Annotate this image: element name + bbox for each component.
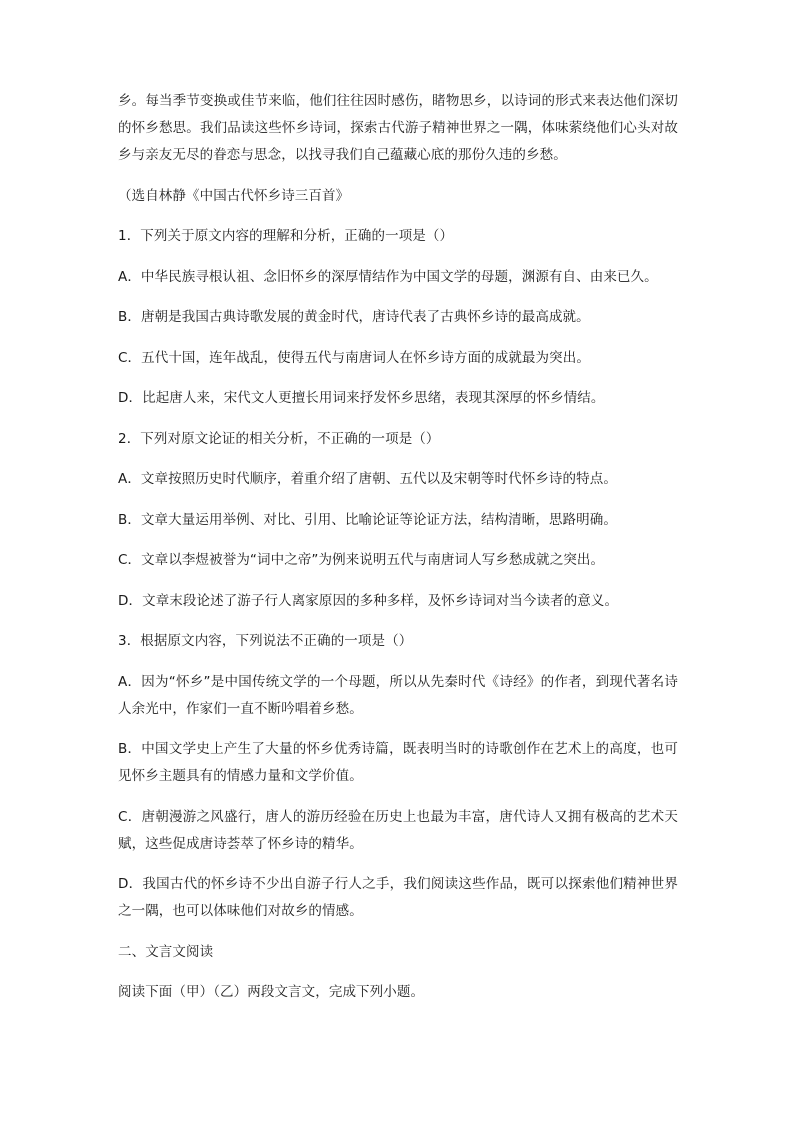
option-a: A．中华民族寻根认祖、念旧怀乡的深厚情结作为中国文学的母题，渊源有自、由来已久。 bbox=[118, 268, 658, 285]
question-stem: 2．下列对原文论证的相关分析，不正确的一项是（） bbox=[118, 430, 440, 447]
option-b: B．唐朝是我国古典诗歌发展的黄金时代，唐诗代表了古典怀乡诗的最高成就。 bbox=[118, 309, 590, 325]
option-a: A．因为“怀乡”是中国传统文学的一个母题，所以从先秦时代《诗经》的作者，到现代著名诗人余光中，作家们一直不断吟唱着乡愁。 bbox=[118, 673, 678, 717]
option-a: A．文章按照历史时代顺序，着重介绍了唐朝、五代以及宋朝等时代怀乡诗的特点。 bbox=[118, 471, 617, 487]
intro-paragraph: 乡。每当季节变换或佳节来临，他们往往因时感伤，睹物思乡，以诗词的形式来表达他们深切的怀乡愁思。我们品读这些怀乡诗词，探索古代游子精神世界之一隅，体味萦绕他们心头对故乡与亲友无尽的眷恋与思念，以找寻我们自己蕴藏心底的那份久违的乡愁。 bbox=[118, 93, 678, 163]
option-d: D．我国古代的怀乡诗不少出自游子行人之手，我们阅读这些作品，既可以探索他们精神世界之一隅，也可以体味他们对故乡的情感。 bbox=[118, 876, 678, 919]
option-c: C．五代十国，连年战乱，使得五代与南唐词人在怀乡诗方面的成就最为突出。 bbox=[118, 349, 590, 366]
option-b: B．文章大量运用举例、对比、引用、比喻论证等论证方法，结构清晰，思路明确。 bbox=[118, 511, 617, 528]
question-stem: 3．根据原文内容，下列说法不正确的一项是（） bbox=[118, 633, 413, 649]
section-heading: 二、文言文阅读 bbox=[118, 943, 214, 960]
option-d: D．文章末段论述了游子行人离家原因的多种多样，及怀乡诗词对当今读者的意义。 bbox=[118, 592, 619, 609]
option-d: D．比起唐人来，宋代文人更擅长用词来抒发怀乡思绪，表现其深厚的怀乡情结。 bbox=[118, 390, 605, 406]
question-2 bbox=[118, 426, 678, 615]
question-stem: 1．下列关于原文内容的理解和分析，正确的一项是（） bbox=[118, 228, 454, 244]
question-1 bbox=[118, 223, 678, 412]
option-c: C．唐朝漫游之风盛行，唐人的游历经验在历史上也最为丰富，唐代诗人又拥有极高的艺术天赋，这些促成唐诗荟萃了怀乡诗的精华。 bbox=[118, 808, 678, 852]
document-page bbox=[118, 88, 678, 1020]
question-3 bbox=[118, 628, 678, 925]
option-c: C．文章以李煜被誉为“词中之帝”为例来说明五代与南唐词人写乡愁成就之突出。 bbox=[118, 552, 605, 568]
source-citation: （选自林静《中国古代怀乡诗三百首》 bbox=[118, 187, 350, 204]
option-b: B．中国文学史上产生了大量的怀乡优秀诗篇，既表明当时的诗歌创作在艺术上的高度，也可见怀乡主题具有的情感力量和文学价值。 bbox=[118, 741, 678, 784]
section-instruction: 阅读下面（甲）（乙）两段文言文，完成下列小题。 bbox=[118, 984, 425, 1000]
